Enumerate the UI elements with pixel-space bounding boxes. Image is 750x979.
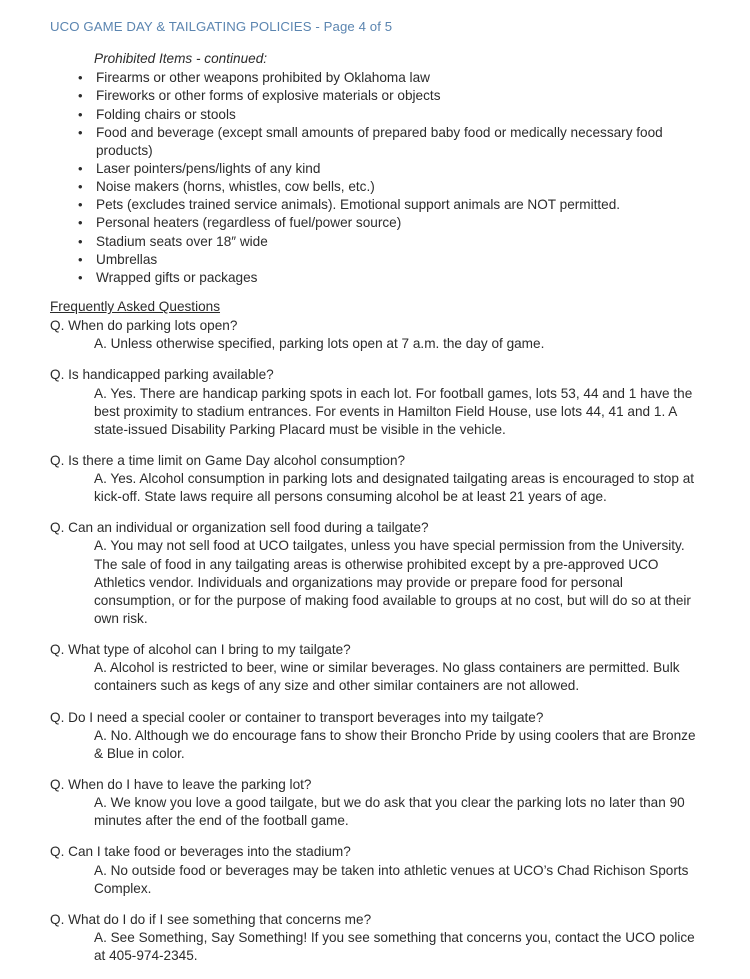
faq-answer: A. Unless otherwise specified, parking lots open at 7 a.m. the day of game.	[94, 336, 545, 352]
list-item	[50, 106, 710, 124]
faq-entry	[50, 366, 710, 439]
faq-entries	[50, 317, 710, 965]
faq-entry	[50, 641, 710, 695]
faq-entry	[50, 317, 710, 353]
faq-answer: A. Alcohol is restricted to beer, wine or similar beverages. No glass containers are permitted. Bulk containers such as kegs of any size and other similar containers are not allowed.	[94, 660, 680, 694]
list-item-label: Stadium seats over 18″ wide	[96, 233, 268, 249]
list-item-label: Wrapped gifts or packages	[96, 269, 258, 285]
list-item	[50, 251, 710, 269]
faq-question: Q. When do parking lots open?	[50, 318, 238, 334]
bullet-icon: •	[78, 106, 83, 122]
bullet-icon: •	[78, 161, 83, 177]
list-item	[50, 69, 710, 87]
prohibited-items-heading: Prohibited Items - continued:	[94, 51, 268, 66]
list-item	[50, 196, 710, 214]
faq-entry	[50, 911, 710, 965]
bullet-icon: •	[78, 215, 83, 231]
list-item-label: Folding chairs or stools	[96, 106, 236, 122]
list-item	[50, 214, 710, 232]
faq-answer: A. No outside food or beverages may be taken into athletic venues at UCO’s Chad Richison Sports Complex.	[94, 862, 689, 896]
faq-question: Q. Is there a time limit on Game Day alcohol consumption?	[50, 452, 406, 468]
bullet-icon: •	[78, 197, 83, 213]
bullet-icon: •	[78, 233, 83, 249]
faq-question: Q. Can an individual or organization sell food during a tailgate?	[50, 520, 429, 536]
bullet-icon: •	[78, 269, 83, 285]
list-item	[50, 269, 710, 287]
list-item	[50, 233, 710, 251]
faq-question: Q. What do I do if I see something that concerns me?	[50, 911, 372, 927]
page-title: UCO GAME DAY & TAILGATING POLICIES - Page 4 of 5	[50, 19, 393, 34]
bullet-icon: •	[78, 251, 83, 267]
list-item	[50, 160, 710, 178]
faq-section	[50, 298, 710, 965]
list-item-label: Food and beverage (except small amounts of prepared baby food or medically necessary food products)	[96, 124, 663, 158]
list-item-label: Personal heaters (regardless of fuel/power source)	[96, 215, 402, 231]
faq-entry	[50, 709, 710, 763]
faq-heading: Frequently Asked Questions	[50, 299, 221, 314]
list-item-label: Laser pointers/pens/lights of any kind	[96, 161, 321, 177]
list-item-label: Pets (excludes trained service animals). Emotional support animals are NOT permitted.	[96, 197, 621, 213]
list-item-label: Umbrellas	[96, 251, 158, 267]
list-item-label: Firearms or other weapons prohibited by Oklahoma law	[96, 70, 430, 86]
bullet-icon: •	[78, 70, 83, 86]
faq-answer: A. We know you love a good tailgate, but we do ask that you clear the parking lots no later than 90 minutes after the end of the football game.	[94, 795, 685, 829]
list-item-label: Fireworks or other forms of explosive materials or objects	[96, 88, 441, 104]
prohibited-items-list	[50, 69, 710, 287]
list-item	[50, 178, 710, 196]
faq-answer: A. Yes. Alcohol consumption in parking lots and designated tailgating areas is encouraged to stop at kick-off. State laws require all persons consuming alcohol be at least 21 years of age.	[94, 471, 695, 505]
faq-question: Q. Do I need a special cooler or container to transport beverages into my tailgate?	[50, 709, 544, 725]
faq-question: Q. When do I have to leave the parking lot?	[50, 777, 312, 793]
list-item	[50, 87, 710, 105]
faq-answer: A. See Something, Say Something! If you see something that concerns you, contact the UCO police at 405-974-2345.	[94, 930, 695, 964]
faq-answer: A. You may not sell food at UCO tailgates, unless you have special permission from the University. The sale of food in any tailgating areas is otherwise prohibited except by a pre-approved UCO Athletics vendor. Individuals and organizations may provide or prepare food for personal consumption, or for the purpose of making food available to groups at no cost, but will do so at their own risk.	[94, 538, 691, 627]
list-item	[50, 124, 710, 160]
faq-entry	[50, 519, 710, 628]
prohibited-items-section	[50, 50, 710, 287]
faq-entry	[50, 843, 710, 897]
list-item-label: Noise makers (horns, whistles, cow bells, etc.)	[96, 179, 375, 195]
bullet-icon: •	[78, 124, 83, 140]
faq-entry	[50, 452, 710, 506]
faq-answer: A. Yes. There are handicap parking spots in each lot. For football games, lots 53, 44 and 1 have the best proximity to stadium entrances. For events in Hamilton Field House, use lots 44, 41 and 1. A state-issued Disability Parking Placard must be visible in the vehicle.	[94, 385, 693, 437]
faq-entry	[50, 776, 710, 830]
bullet-icon: •	[78, 179, 83, 195]
faq-answer: A. No. Although we do encourage fans to show their Broncho Pride by using coolers that are Bronze & Blue in color.	[94, 727, 696, 761]
faq-question: Q. What type of alcohol can I bring to my tailgate?	[50, 642, 351, 658]
faq-question: Q. Can I take food or beverages into the stadium?	[50, 844, 351, 860]
faq-question: Q. Is handicapped parking available?	[50, 367, 274, 383]
bullet-icon: •	[78, 88, 83, 104]
